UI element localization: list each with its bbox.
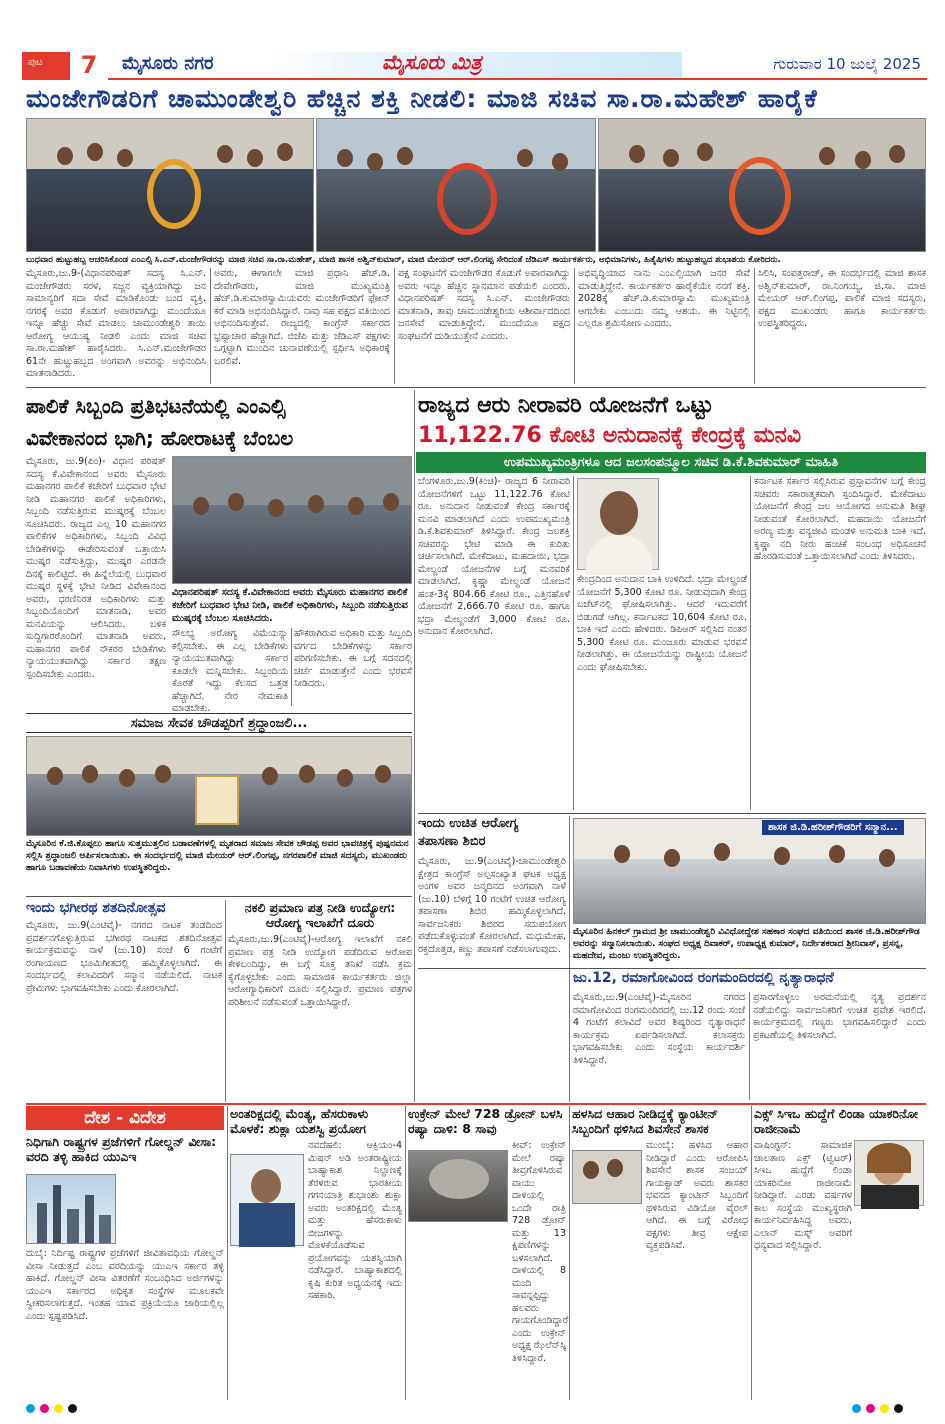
palike-photo bbox=[172, 456, 412, 584]
palike-body-2: ಸೌಲಭ್ಯ ಅರೋಗ್ಯ ವಿಮೆಯನ್ನು ಕಲ್ಪಿಸಬೇಕು. ಈ ಎಲ್ಲ ಬೇಡಿಕೆಗಳು ನ್ಯಾಯಯುತವಾಗಿದ್ದು ಸರ್ಕಾರ ಕೂಡಲೇ ಮನ್ನಿಸಬೇಕು. ಸಿಬ್ಬಂದಿಯ ಕೊರತೆ ಇದ್ದು ಕೆಲಸದ ಒತ್ತಡ ಹೆಚ್ಚಾಗಿದೆ. ನೇರ ನೇಮಕಾತಿ ಮಾಡಬೇಕು. bbox=[172, 628, 288, 714]
certificates-title-line-1: ನಕಲಿ ಪ್ರಮಾಣ ಪತ್ರ ನೀಡಿ ಉದ್ಯೋಗ: bbox=[244, 900, 396, 915]
page-number-tag bbox=[22, 52, 108, 78]
x-ceo-title: ಎಕ್ಸ್ ಸಿಇಒ ಹುದ್ದೆಗೆ ಲಿಂಡಾ ಯಾಕರಿನೋ ರಾಜೀನಾಮೆ bbox=[754, 1106, 919, 1136]
space-seeds-body: ನವದೆಹಲಿ: ಆಕ್ಸಿಯಂ-4 ಮಿಷನ್ ಅಡಿ ಅಂತರಾಷ್ಟ್ರೀಯ ಬಾಹ್ಯಾಕಾಶ ನಿಲ್ದಾಣಕ್ಕೆ ತೆರಳಿರುವ ಭಾರತೀಯ ಗಗನಯಾತ್ರಿ ಶುಭಾಂಶು ಶುಕ್ಲಾ ಅವರು ಅಂತರಿಕ್ಷದಲ್ಲಿ ಮೆಂತ್ಯ ಮತ್ತು ಹೆಸರುಕಾಳು ಬೀಜಗಳನ್ನು ಮೊಳಕೆಯೊಡೆಸುವ ಪ್ರಯೋಗವನ್ನು ಯಶಸ್ವಿಯಾಗಿ ನಡೆಸಿದ್ದಾರೆ. ಬಾಹ್ಯಾಕಾಶದಲ್ಲಿ ಕೃಷಿ ಕುರಿತ ಅಧ್ಯಯನಕ್ಕೆ ಇದು ಸಹಕಾರಿ. bbox=[308, 1140, 402, 1301]
health-camp-body: ಮೈಸೂರು, ಜು.9(ಎಂಟಿವೈ)-ಚಾಮುಂಡೇಶ್ವರಿ ಕ್ಷೇತ್ರದ ಕಾಂಗ್ರೆಸ್ ಅಲ್ಪಸಂಖ್ಯಾತ ಘಟಕ ಅಧ್ಯಕ್ಷ ಅಂಗಳ ಅವರ ಜನ್ಮದಿನದ ಅಂಗವಾಗಿ ನಾಳೆ (ಜು.10) ಬೆಳಿಗ್ಗೆ 10 ಗಂಟೆಗೆ ಉಚಿತ ಆರೋಗ್ಯ ತಪಾಸಣಾ ಶಿಬಿರ ಹಮ್ಮಿಕೊಳ್ಳಲಾಗಿದೆ. ಸಾರ್ವಜನಿಕರು ಶಿಬಿರದ ಸದುಪಯೋಗ ಪಡೆದುಕೊಳ್ಳುವಂತೆ ಕೋರಲಾಗಿದೆ. ಮಧುಮೇಹ, ರಕ್ತದೊತ್ತಡ, ಕಣ್ಣು ತಪಾಸಣೆ ನಡೆಸಲಾಗುವುದು. bbox=[418, 856, 566, 955]
irrigation-col-3: ಕರ್ನಾಟಕ ಸರ್ಕಾರ ಸಲ್ಲಿಸಿರುವ ಪ್ರಸ್ತಾವನೆಗಳ ಬಗ್ಗೆ ಕೇಂದ್ರ ಸಚಿವರು ಸಕಾರಾತ್ಮಕವಾಗಿ ಸ್ಪಂದಿಸಿದ್ದಾರೆ. ಮೇಕೆದಾಟು ಯೋಜನೆಗೆ ಕೇಂದ್ರ ಜಲ ಆಯೋಗದ ಅನುಮತಿ ಶೀಘ್ರ ನೀಡುವಂತೆ ಕೋರಲಾಗಿದೆ. ಮಹದಾಯಿ ಯೋಜನೆಗೆ ಅರಣ್ಯ ಮತ್ತು ವನ್ಯಜೀವಿ ಮಂಡಳಿ ಅನುಮತಿ ಬಾಕಿ ಇದೆ. ಕೃಷ್ಣಾ ನದಿ ನೀರು ಹಂಚಿಕೆ ಸಂಬಂಧ ಅಧಿಸೂಚನೆ ಹೊರಡಿಸುವಂತೆ ಒತ್ತಾಯಿಸಲಾಗಿದೆ ಎಂದು ತಿಳಿಸಿದರು. bbox=[754, 476, 926, 562]
dubai-skyline-photo bbox=[26, 1174, 116, 1244]
health-camp-title-line-2: ತಪಾಸಣಾ ಶಿಬಿರ bbox=[418, 834, 486, 849]
lead-photo-1 bbox=[26, 118, 314, 252]
palike-body-3: ಹೌಕರಾಗಿರುವ ಅಧಿಕಾರಿ ಮತ್ತು ಸಿಬ್ಬಂದಿ ವರ್ಗದ ಬೇಡಿಕೆಗಳನ್ನು ಸರ್ಕಾರ ಪರಿಗಣಿಸಬೇಕು. ಈ ಬಗ್ಗೆ ಸದನದಲ್ಲಿ ಚರ್ಚೆ ಮಾಡುತ್ತೇನೆ ಎಂದು ಭರವಸೆ ನೀಡಿದರು. bbox=[294, 628, 412, 689]
page-number: 7 bbox=[70, 50, 108, 80]
lead-body-col-5: ಸಿಲಿಸಿ, ಸಂಪತ್ತರಾಜ್, ಈ ಸಂದರ್ಭದಲ್ಲಿ ಮಾಜಿ ಶಾಸಕ ಅಶ್ವಿನ್‌ಕುಮಾರ್, ರಾ.ನಿಂಗಯ್ಯ, ಜಿ.ಸಾ. ಮಾಜಿ ಮೇಯರ್ ಆರ್.ಲಿಂಗಪ್ಪ, ಪಾಲಿಕೆ ಮಾಜಿ ಸದಸ್ಯರು, ಪಕ್ಷದ ಮುಖಂಡರು ಹಾಗೂ ಕಾರ್ಯಕರ್ತರು ಉಪಸ್ಥಿತರಿದ್ದರು. bbox=[758, 268, 926, 329]
lead-headline: ಮಂಜೇಗೌಡರಿಗೆ ಚಾಮುಂಡೇಶ್ವರಿ ಹೆಚ್ಚಿನ ಶಕ್ತಿ ನೀಡಲಿ: ಮಾಜಿ ಸಚಿವ ಸಾ.ರಾ.ಮಹೇಶ್ ಹಾರೈಕೆ bbox=[26, 84, 818, 113]
lead-photo-3 bbox=[598, 118, 926, 252]
tribute-photo bbox=[26, 736, 412, 836]
world-section-band: ದೇಶ - ವಿದೇಶ bbox=[26, 1106, 224, 1130]
tribute-title: ಸಮಾಜ ಸೇವಕ ಚೌಡಪ್ಪರಿಗೆ ಶ್ರದ್ಧಾಂಜಲಿ... bbox=[26, 713, 412, 733]
canteen-assault-title: ಹಳಸಿದ ಆಹಾರ ನೀಡಿದ್ದಕ್ಕೆ ಕ್ಯಾಂಟೀನ್ ಸಿಬ್ಬಂದಿಗೆ ಥಳಿಸಿದ ಶಿವಸೇನೆ ಶಾಸಕ bbox=[572, 1106, 719, 1136]
ukraine-drones-title: ಉಕ್ರೇನ್ ಮೇಲೆ 728 ಡ್ರೋನ್ ಬಳಸಿ ರಷ್ಯಾ ದಾಳಿ: 8 ಸಾವು bbox=[408, 1106, 563, 1136]
print-registration-marks bbox=[0, 1402, 945, 1416]
section-name: ಮೈಸೂರು ನಗರ bbox=[122, 53, 214, 74]
tribute-caption: ಮೈಸೂರಿನ ಕೆ.ಜಿ.ಕೊಪ್ಪಲು ಹಾಗೂ ಸುತ್ತಮುತ್ತಲಿನ ಬಡಾವಣೆಗಳಲ್ಲಿ ಮೃತರಾದ ಸಮಾಜ ಸೇವಕ ಚೌಡಪ್ಪ ಅವರ ಭಾವಚಿತ್ರಕ್ಕೆ ಪುಷ್ಪನಮನ ಸಲ್ಲಿಸಿ ಶ್ರದ್ಧಾಂಜಲಿ ಅರ್ಪಿಸಲಾಯಿತು. ಈ ಸಂದರ್ಭದಲ್ಲಿ ಮಾಜಿ ಮೇಯರ್ ಆರ್.ಲಿಂಗಪ್ಪ, ನಗರಪಾಲಿಕೆ ಮಾಜಿ ಸದಸ್ಯರು, ಮುಖಂಡರು ಹಾಗೂ ಬಡಾವಣೆಯ ನಿವಾಸಿಗಳು ಉಪಸ್ಥಿತರಿದ್ದರು. bbox=[26, 839, 409, 873]
page-header bbox=[22, 48, 927, 80]
bhagiratha-title: ಇಂದು ಭಗೀರಥ ಶತದಿನೋತ್ಸವ bbox=[26, 900, 166, 916]
palike-headline-line-1: ಪಾಲಿಕೆ ಸಿಬ್ಬಂದಿ ಪ್ರತಿಭಟನೆಯಲ್ಲಿ ಎಂಎಲ್ಸಿ bbox=[26, 394, 286, 418]
golden-visa-title: ನಿಧಿಗಾಗಿ ರಾಷ್ಟ್ರಗಳ ಪ್ರಜೆಗಳಿಗೆ ಗೋಲ್ಡನ್ ವೀಸಾ: ವರದಿ ತಳ್ಳಿ ಹಾಕಿದ ಯುಎಇ bbox=[26, 1134, 217, 1164]
irrigation-headline-line-2: 11,122.76 ಕೋಟಿ ಅನುದಾನಕ್ಕೆ ಕೇಂದ್ರಕ್ಕೆ ಮನವಿ bbox=[418, 423, 802, 448]
shivakumar-portrait bbox=[577, 478, 659, 570]
lead-body-col-1: ಮೈಸೂರು,ಜು.9-(ವಿಧಾನಪರಿಷತ್ ಸದಸ್ಯ ಸಿ.ಎನ್. ಮಂಜೇಗೌಡರು ಸರಳ, ಸಜ್ಜನ ವ್ಯಕ್ತಿಯಾಗಿದ್ದು ಜನ ಸಾಮಾನ್ಯರಿಗೆ ಸದಾ ಸೇವೆ ಮಾಡಿಕೊಂಡು ಬಂದ ವ್ಯಕ್ತಿ. ನಗರಕ್ಕೆ ಅವರ ಕೊಡುಗೆ ಅಪಾರವಾಗಿದ್ದು ಮುಂದೆಯೂ ಇನ್ನೂ ಹೆಚ್ಚು ಸೇವೆ ಮಾಡಲು ಚಾಮುಂಡೇಶ್ವರಿ ತಾಯಿ ಆರೋಗ್ಯ ಆಯುಷ್ಯ ನೀಡಲಿ ಎಂದು ಮಾಜಿ ಸಚಿವ ಸಾ.ರಾ.ಮಹೇಶ್ ಹಾರೈಸಿದರು. ಸಿ.ಎನ್.ಮಂಜೇಗೌಡರ 61ನೇ ಹುಟ್ಟುಹಬ್ಬದ ಅಂಗವಾಗಿ ಅವರನ್ನು ಅಭಿನಂದಿಸಿ ಮಾತನಾಡಿದರು. bbox=[26, 268, 206, 379]
bhagiratha-body: ಮೈಸೂರು, ಜು.9(ಎಂಟಿವೈ)- ನಗರದ ನಾಟಕ ತಂಡದಿಂದ ಪ್ರದರ್ಶನಗೊಳ್ಳುತ್ತಿರುವ ಭಗೀರಥ ನಾಟಕದ ಶತದಿನೋತ್ಸವ ಕಾರ್ಯಕ್ರಮವನ್ನು ನಾಳೆ (ಜು.10) ಸಂಜೆ 6 ಗಂಟೆಗೆ ರಂಗಾಯಣದ ಭೂಮಿಗೀತದಲ್ಲಿ ಹಮ್ಮಿಕೊಳ್ಳಲಾಗಿದೆ. ಈ ಸಂದರ್ಭದಲ್ಲಿ ಕಲಾವಿದರಿಗೆ ಸನ್ಮಾನ ನಡೆಯಲಿದೆ. ನಾಟಕ ಪ್ರೇಮಿಗಳು ಭಾಗವಹಿಸಬೇಕು ಎಂದು ಕೋರಲಾಗಿದೆ. bbox=[26, 920, 222, 994]
health-camp-title-line-1: ಇಂದು ಉಚಿತ ಆರೋಗ್ಯ bbox=[418, 816, 519, 831]
rangamandira-col-1: ಮೈಸೂರು,ಜು.9(ಎಂಟಿವೈ)-ಮೈಸೂರಿನ ನಗರದ ರಮಾಗೋವಿಂದ ರಂಗಮಂದಿರದಲ್ಲಿ ಜು.12 ರಂದು ಸಂಜೆ 4 ಗಂಟೆಗೆ ಕಲಾವಿದೆ ಅವರ ಶಿಷ್ಯರಿಂದ ನೃತ್ಯಾರಾಧನೆ ಕಾರ್ಯಕ್ರಮ ಏರ್ಪಡಿಸಲಾಗಿದೆ. ಕಲಾಸಕ್ತರು ಭಾಗವಹಿಸಬೇಕು ಎಂದು ಸಂಸ್ಥೆಯ ಕಾರ್ಯದರ್ಶಿ ತಿಳಿಸಿದ್ದಾರೆ. bbox=[573, 992, 745, 1066]
palike-headline-line-2: ವಿವೇಕಾನಂದ ಭಾಗಿ; ಹೋರಾಟಕ್ಕೆ ಬೆಂಬಲ bbox=[26, 426, 294, 450]
harishgowda-photo-caption: ಮೈಸೂರಿನ ಹಿನಕಲ್ ಗ್ರಾಮದ ಶ್ರೀ ಚಾಮುಂಡೇಶ್ವರಿ ವಿವಿಧೋದ್ದೇಶ ಸಹಕಾರ ಸಂಘದ ವತಿಯಿಂದ ಶಾಸಕ ಜಿ.ಡಿ.ಹರೀಶ್‌ಗೌಡ ಅವರನ್ನು ಸನ್ಮಾನಿಸಲಾಯಿತು. ಸಂಘದ ಅಧ್ಯಕ್ಷ ದಿವಾಕರ್, ಉಪಾಧ್ಯಕ್ಷ ಕುಮಾರ್, ನಿರ್ದೇಶಕರಾದ ಶ್ರೀನಿವಾಸ್, ಪ್ರಸನ್ನ, ಮಹದೇವ, ಮಂಜು ಉಪಸ್ಥಿತರಿದ್ದರು. bbox=[573, 927, 920, 961]
irrigation-headline-line-1: ರಾಜ್ಯದ ಆರು ನೀರಾವರಿ ಯೋಜನೆಗೆ ಒಟ್ಟು bbox=[418, 393, 714, 418]
lead-photo-caption: ಬುಧವಾರ ಹುಟ್ಟುಹಬ್ಬ ಆಚರಿಸಿಕೊಂಡ ಎಂಎಲ್ಸಿ ಸಿ.ಎನ್.ಮಂಜೇಗೌಡರನ್ನು ಮಾಜಿ ಸಚಿವ ಸಾ.ರಾ.ಮಹೇಶ್, ಮಾಜಿ ಶಾಸಕ ಅಶ್ವಿನ್‌ಕುಮಾರ್, ಮಾಜಿ ಮೇಯರ್ ಆರ್.ಲಿಂಗಪ್ಪ ಸೇರಿದಂತೆ ಜೆಡಿಎಸ್ ಕಾರ್ಯಕರ್ತರು, ಅಭಿಮಾನಿಗಳು, ಹಿತೈಷಿಗಳು ಹುಟ್ಟುಹಬ್ಬದ ಶುಭಾಶಯ ಕೋರಿದರು. bbox=[26, 255, 781, 265]
irrigation-strap: ಉಪಮುಖ್ಯಮಂತ್ರಿಗಳೂ ಆದ ಜಲಸಂಪನ್ಮೂಲ ಸಚಿವ ಡಿ.ಕೆ.ಶಿವಕುಮಾರ್ ಮಾಹಿತಿ bbox=[416, 452, 926, 473]
lead-photo-2 bbox=[316, 118, 596, 252]
lead-body-col-4: ಅಭಿವೃದ್ಧಿಯಾದ ನಾನು ಎಂಎಲ್ಸಿಯಾಗಿ ಜನರ ಸೇವೆ ಮಾಡುತ್ತಿದ್ದೇನೆ. ಕಾರ್ಯಕರ್ತರ ಹಾರೈಕೆಯೇ ನನಗೆ ಶಕ್ತಿ. 2028ಕ್ಕೆ ಹೆಚ್.ಡಿ.ಕುಮಾರಸ್ವಾಮಿ ಮುಖ್ಯಮಂತ್ರಿ ಆಗಬೇಕು ಎಂಬುದು ನಮ್ಮ ಆಶಯ. ಈ ನಿಟ್ಟಿನಲ್ಲಿ ಎಲ್ಲರೂ ಶ್ರಮಿಸೋಣ ಎಂದರು. bbox=[578, 268, 750, 329]
certificates-title-line-2: ಆರೋಗ್ಯ ಇಲಾಖೆಗೆ ದೂರು bbox=[265, 915, 375, 930]
rangamandira-col-2: ಪ್ರಸಾರಗೊಳ್ಳಲು ಅರಮನೆಯಲ್ಲಿ ನೃತ್ಯ ಪ್ರದರ್ಶನ ನಡೆಯಲಿದ್ದು ಸಾರ್ವಜನಿಕರಿಗೆ ಉಚಿತ ಪ್ರವೇಶ ಇರಲಿದೆ. ಕಾರ್ಯಕ್ರಮದಲ್ಲಿ ಗಣ್ಯರು ಭಾಗವಹಿಸಲಿದ್ದಾರೆ ಎಂದು ಪ್ರಕಟಣೆಯಲ್ಲಿ ತಿಳಿಸಲಾಗಿದೆ. bbox=[753, 992, 926, 1041]
golden-visa-body: ದುಬೈ: ನಿರ್ದಿಷ್ಟ ರಾಷ್ಟ್ರಗಳ ಪ್ರಜೆಗಳಿಗೆ ಜೀವಿತಾವಧಿಯ ಗೋಲ್ಡನ್ ವೀಸಾ ನೀಡುತ್ತದೆ ಎಂಬ ವರದಿಯನ್ನು ಯುಎಇ ಸರ್ಕಾರ ತಳ್ಳಿ ಹಾಕಿದೆ. ಗೋಲ್ಡನ್ ವೀಸಾ ವಿತರಣೆಗೆ ಸಂಬಂಧಿಸಿದ ಅರ್ಜಿಗಳನ್ನು ಯುಎಇ ಸರ್ಕಾರದ ಅಧಿಕೃತ ಸಂಸ್ಥೆಗಳ ಮೂಲಕವೇ ಸ್ವೀಕರಿಸಲಾಗುತ್ತದೆ. ಇಂತಹ ಯಾವ ಪ್ರಕ್ರಿಯೆಯೂ ಜಾರಿಯಲ್ಲಿಲ್ಲ ಎಂದು ಸ್ಪಷ್ಟಪಡಿಸಿದೆ. bbox=[26, 1248, 224, 1322]
space-seeds-title: ಅಂತರಿಕ್ಷದಲ್ಲಿ ಮೆಂತ್ಯ, ಹೆಸರುಕಾಳು ಮೊಳಕೆ: ಶುಕ್ಲಾ ಯಶಸ್ವಿ ಪ್ರಯೋಗ bbox=[230, 1106, 369, 1136]
irrigation-col-2: ಕೇಂದ್ರದಿಂದ ಅನುದಾನ ಬಾಕಿ ಉಳಿದಿದೆ. ಭದ್ರಾ ಮೇಲ್ದಂಡೆ ಯೋಜನೆಗೆ 5,300 ಕೋಟಿ ರೂ. ನೀಡುವುದಾಗಿ ಕೇಂದ್ರ ಬಜೆಟ್‌ನಲ್ಲಿ ಘೋಷಿಸಲಾಗಿತ್ತು. ಆದರೆ ಇದುವರೆಗೆ ಬಿಡುಗಡೆ ಆಗಿಲ್ಲ. ಕರ್ನಾಟಕದ 10,604 ಕೋಟಿ ರೂ. ಬಾಕಿ ಇದೆ ಎಂದು ಹೇಳಿದರು. ಡಿಪಿಆರ್ ಸಲ್ಲಿಸಿದ ನಂತರ 5,300 ಕೋಟಿ ರೂ. ಮಂಜೂರು ಮಾಡುವ ಭರವಸೆ ನೀಡಲಾಗಿತ್ತು. ಈ ಯೋಜನೆಯನ್ನು ರಾಷ್ಟ್ರೀಯ ಯೋಜನೆ ಎಂದು ಘೋಷಿಸಬೇಕು. bbox=[577, 574, 747, 673]
x-ceo-body: ವಾಷಿಂಗ್ಟನ್: ಸಾಮಾಜಿಕ ಜಾಲತಾಣ ಎಕ್ಸ್ (ಟ್ವಿಟರ್) ಸಿಇಒ ಹುದ್ದೆಗೆ ಲಿಂಡಾ ಯಾಕರಿನೋ ರಾಜೀನಾಮೆ ನೀಡಿದ್ದಾರೆ. ಎರಡು ವರ್ಷಗಳ ಕಾಲ ಸಂಸ್ಥೆಯ ಮುಖ್ಯಸ್ಥರಾಗಿ ಕಾರ್ಯನಿರ್ವಹಿಸಿದ್ದ ಅವರು, ಎಲಾನ್ ಮಸ್ಕ್ ಅವರಿಗೆ ಧನ್ಯವಾದ ಸಲ್ಲಿಸಿದ್ದಾರೆ. bbox=[754, 1140, 852, 1251]
lead-body-col-3: ಪಕ್ಷ ಸಂಘಟನೆಗೆ ಮಂಜೇಗೌಡರ ಕೊಡುಗೆ ಅಪಾರವಾಗಿದ್ದು ಅವರು ಇನ್ನೂ ಹೆಚ್ಚಿನ ಸ್ಥಾನಮಾನ ಪಡೆಯಲಿ ಎಂದರು. ವಿಧಾನಪರಿಷತ್ ಸದಸ್ಯ ಸಿ.ಎನ್. ಮಂಜೇಗೌಡರು ಮಾತನಾಡಿ, ತಾವು ಚಾಮುಂಡೇಶ್ವರಿಯ ಆಶೀರ್ವಾದದಿಂದ ಜನಸೇವೆ ಮಾಡುತ್ತಿದ್ದೇನೆ. ಮುಂದೆಯೂ ಪಕ್ಷದ ಸಂಘಟನೆಗೆ ದುಡಿಯುತ್ತೇನೆ ಎಂದರು. bbox=[398, 268, 570, 342]
ukraine-drones-body: ಕೀವ್: ಉಕ್ರೇನ್ ಮೇಲೆ ರಷ್ಯಾ ತೀವ್ರಗೊಳಿಸಿರುವ ವಾಯು ದಾಳಿಯಲ್ಲಿ ಒಂದೇ ರಾತ್ರಿ 728 ಡ್ರೋನ್ ಮತ್ತು 13 ಕ್ಷಿಪಣಿಗಳನ್ನು ಬಳಸಲಾಗಿದೆ. ದಾಳಿಯಲ್ಲಿ 8 ಮಂದಿ ಸಾವನ್ನಪ್ಪಿದ್ದು ಹಲವರು ಗಾಯಗೊಂಡಿದ್ದಾರೆ ಎಂದು ಉಕ್ರೇನ್ ಅಧ್ಯಕ್ಷ ಝೆಲೆನ್‌ಸ್ಕಿ ತಿಳಿಸಿದ್ದಾರೆ. bbox=[512, 1140, 569, 1364]
palike-photo-caption: ವಿಧಾನಪರಿಷತ್ ಸದಸ್ಯ ಕೆ.ವಿವೇಕಾನಂದ ಅವರು ಮೈಸೂರು ಮಹಾನಗರ ಪಾಲಿಕೆ ಕಚೇರಿಗೆ ಬುಧವಾರ ಭೇಟಿ ನೀಡಿ, ಪಾಲಿಕೆ ಅಧಿಕಾರಿಗಳು, ಸಿಬ್ಬಂದಿ ನಡೆಸುತ್ತಿರುವ ಮುಷ್ಕರಕ್ಕೆ ಬೆಂಬಲ ಸೂಚಿಸಿದರು. bbox=[172, 587, 408, 624]
rangamandira-title: ಜು.12, ರಮಾಗೋವಿಂದ ರಂಗಮಂದಿರದಲ್ಲಿ ನೃತ್ಯಾರಾಧನೆ bbox=[573, 970, 834, 986]
yaccarino-portrait bbox=[854, 1140, 924, 1206]
publication-date: ಗುರುವಾರ 10 ಜುಲೈ 2025 bbox=[773, 55, 921, 73]
page-word: ಪುಟ bbox=[28, 57, 43, 68]
harishgowda-photo-tag: ಶಾಸಕ ಜಿ.ಡಿ.ಹರೀಶ್‌ಗೌಡರಿಗೆ ಸನ್ಮಾನ... bbox=[762, 820, 904, 835]
lead-body-col-2: ಅವರು, ಈಗಾಗಲೇ ಮಾಜಿ ಪ್ರಧಾನಿ ಹೆಚ್.ಡಿ. ದೇವೇಗೌಡರು, ಮಾಜಿ ಮುಖ್ಯಮಂತ್ರಿ ಹೆಚ್.ಡಿ.ಕುಮಾರಸ್ವಾಮಿಯವರು ಮಂಜೇಗೌಡರಿಗೆ ಫೋನ್ ಕರೆ ಮಾಡಿ ಅಭಿನಂದಿಸಿದ್ದಾರೆ. ನಾವು ಸಹ ಪಕ್ಷದ ವತಿಯಿಂದ ಅಭಿನಂದಿಸುತ್ತೇವೆ. ರಾಜ್ಯದಲ್ಲಿ ಕಾಂಗ್ರೆಸ್ ಸರ್ಕಾರದ ಭ್ರಷ್ಟಾಚಾರ ಹೆಚ್ಚಾಗಿದೆ. ಬಿಜೆಪಿ ಮತ್ತು ಜೆಡಿಎಸ್ ಪಕ್ಷಗಳು ಒಗ್ಗಟ್ಟಾಗಿ ಮುಂದಿನ ಚುನಾವಣೆಯಲ್ಲಿ ಸ್ಪರ್ಧಿಸಿ ಅಧಿಕಾರಕ್ಕೆ ಬರಲಿವೆ. bbox=[214, 268, 390, 367]
palike-body: ಮೈಸೂರು, ಜು.9(ಪಿಂ)- ವಿಧಾನ ಪರಿಷತ್ ಸದಸ್ಯ ಕೆ.ವಿವೇಕಾನಂದ ಅವರು ಮೈಸೂರು ಮಹಾನಗರ ಪಾಲಿಕೆ ಕಚೇರಿಗೆ ಬುಧವಾರ ಭೇಟಿ ನೀಡಿ ಮಹಾನಗರ ಪಾಲಿಕೆ ಅಧಿಕಾರಿಗಳು, ಸಿಬ್ಬಂದಿ ನಡೆಸುತ್ತಿರುವ ಮುಷ್ಕರಕ್ಕೆ ಬೆಂಬಲ ಸೂಚಿಸಿದರು. ರಾಜ್ಯದ ಎಲ್ಲ 10 ಮಹಾನಗರ ಪಾಲಿಕೆಗಳ ಅಧಿಕಾರಿಗಳು, ಸಿಬ್ಬಂದಿ ವಿವಿಧ ಬೇಡಿಕೆಗಳನ್ನು ಈಡೇರಿಸುವಂತೆ ಒತ್ತಾಯಿಸಿ ಮುಷ್ಕರ ನಡೆಸುತ್ತಿದ್ದು, ಮುಷ್ಕರ ಎರಡನೇ ದಿನಕ್ಕೆ ಕಾಲಿಟ್ಟಿದೆ. ಈ ಹಿನ್ನೆಲೆಯಲ್ಲಿ ಬುಧವಾರ ಮುಷ್ಕರ ಸ್ಥಳಕ್ಕೆ ಭೇಟಿ ನೀಡಿದ ವಿವೇಕಾನಂದ ಅವರು, ಧರಣಿನಿರತ ಅಧಿಕಾರಿಗಳು ಮತ್ತು ಸಿಬ್ಬಂದಿಯೊಂದಿಗೆ ಮಾತನಾಡಿ, ಅವರ ಮನವಿಯನ್ನು ಆಲಿಸಿದರು. ಬಳಿಕ ಸುದ್ದಿಗಾರರೊಂದಿಗೆ ಮಾತನಾಡಿ ಅವರು, ಮಹಾನಗರ ಪಾಲಿಕೆ ನೌಕರರ ಬೇಡಿಕೆಗಳು ನ್ಯಾಯಯುತವಾಗಿದ್ದು ಸರ್ಕಾರ ತಕ್ಷಣ ಸ್ಪಂದಿಸಬೇಕು ಎಂದರು. bbox=[26, 456, 166, 680]
irrigation-col-1: ಬೆಂಗಳೂರು,ಜು.9(ಕಿಂಚಿ)- ರಾಜ್ಯದ 6 ನೀರಾವರಿ ಯೋಜನೆಗಳಿಗೆ ಒಟ್ಟು 11,122.76 ಕೋಟಿ ರೂ. ಅನುದಾನ ನೀಡುವಂತೆ ಕೇಂದ್ರ ಸರ್ಕಾರಕ್ಕೆ ಮನವಿ ಮಾಡಲಾಗಿದೆ ಎಂದು ಉಪಮುಖ್ಯಮಂತ್ರಿ ಡಿ.ಕೆ.ಶಿವಕುಮಾರ್ ತಿಳಿಸಿದ್ದಾರೆ. ಕೇಂದ್ರ ಜಲಶಕ್ತಿ ಸಚಿವರನ್ನು ಭೇಟಿ ಮಾಡಿ ಈ ಕುರಿತು ಚರ್ಚಿಸಲಾಗಿದೆ. ಮೇಕೆದಾಟು, ಮಹದಾಯಿ, ಭದ್ರಾ ಮೇಲ್ದಂಡೆ ಯೋಜನೆಗಳ ಬಗ್ಗೆ ಮನವರಿಕೆ ಮಾಡಲಾಗಿದೆ. ಕೃಷ್ಣಾ ಮೇಲ್ದಂಡೆ ಯೋಜನೆ ಹಂತ-3ಕ್ಕೆ 804.66 ಕೋಟಿ ರೂ., ಎತ್ತಿನಹೊಳೆ ಯೋಜನೆಗೆ 2,666.70 ಕೋಟಿ ರೂ. ಹಾಗೂ ಭದ್ರಾ ಮೇಲ್ದಂಡೆಗೆ 3,000 ಕೋಟಿ ರೂ. ಅನುದಾನ ಕೋರಲಾಗಿದೆ. bbox=[418, 476, 570, 637]
canteen-assault-body: ಮುಂಬೈ: ಹಳಸಿದ ಆಹಾರ ನೀಡಿದ್ದಾರೆ ಎಂದು ಆರೋಪಿಸಿ ಶಿವಸೇನೆ ಶಾಸಕ ಸಂಜಯ್ ಗಾಯಕ್ವಾಡ್ ಅವರು ಶಾಸಕರ ಭವನದ ಕ್ಯಾಂಟೀನ್ ಸಿಬ್ಬಂದಿಗೆ ಥಳಿಸಿರುವ ವಿಡಿಯೋ ವೈರಲ್ ಆಗಿದೆ. ಈ ಬಗ್ಗೆ ವಿರೋಧ ಪಕ್ಷಗಳು ತೀವ್ರ ಆಕ್ಷೇಪ ವ್ಯಕ್ತಪಡಿಸಿವೆ. bbox=[646, 1140, 748, 1251]
masthead-logo: ಮೈಸೂರು ಮಿತ್ರ bbox=[382, 50, 482, 74]
certificates-body: ಮೈಸೂರು,ಜು.9(ಎಂಟಿವೈ)-ಆರೋಗ್ಯ ಇಲಾಖೆಗೆ ನಕಲಿ ಪ್ರಮಾಣ ಪತ್ರ ನೀಡಿ ಉದ್ಯೋಗ ಪಡೆದಿರುವ ಆರೋಪ ಕೇಳಿಬಂದಿದ್ದು, ಈ ಬಗ್ಗೆ ಸೂಕ್ತ ತನಿಖೆ ನಡೆಸಿ ಕ್ರಮ ಕೈಗೊಳ್ಳಬೇಕು ಎಂದು ಸಾಮಾಜಿಕ ಕಾರ್ಯಕರ್ತರು ಜಿಲ್ಲಾ ಆರೋಗ್ಯಾಧಿಕಾರಿಗೆ ದೂರು ಸಲ್ಲಿಸಿದ್ದಾರೆ. ಪ್ರಮಾಣ ಪತ್ರಗಳ ಪರಿಶೀಲನೆ ನಡೆಸುವಂತೆ ಒತ್ತಾಯಿಸಿದ್ದಾರೆ. bbox=[228, 934, 412, 1008]
